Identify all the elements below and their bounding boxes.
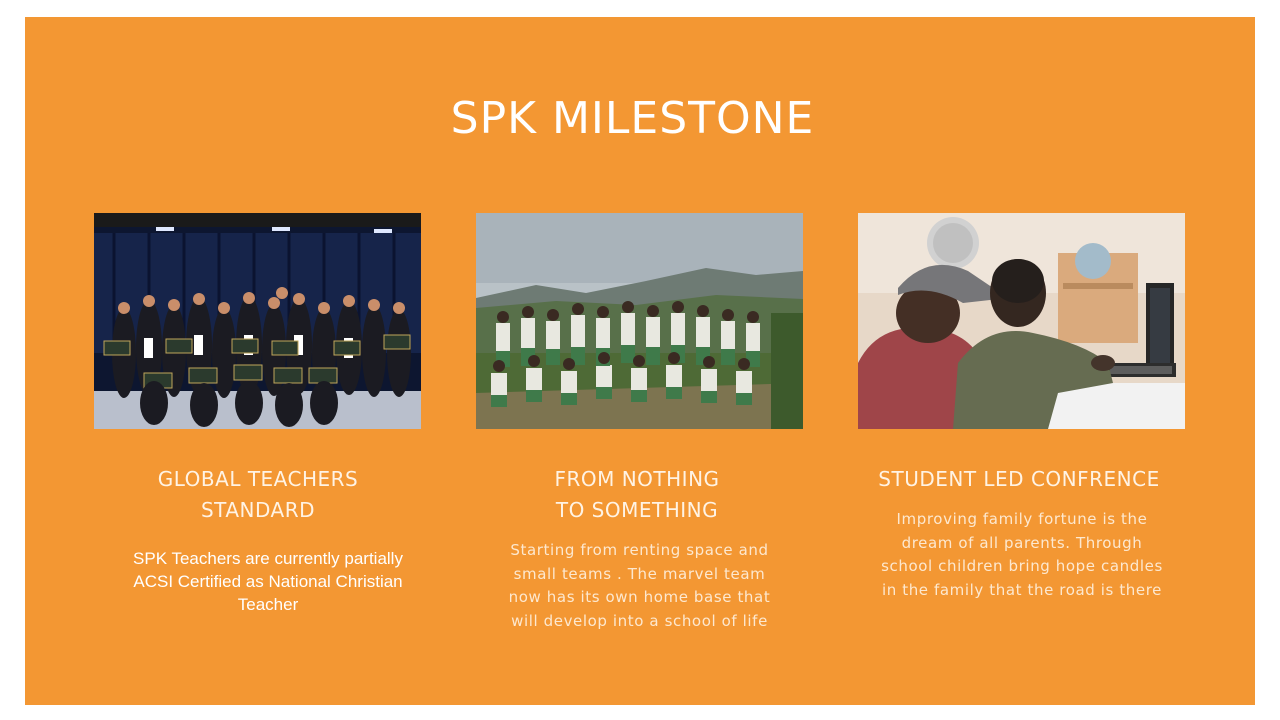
slide-title: SPK MILESTONE [450,93,815,144]
body-text-student-led: Improving family fortune is the dream of all parents. Through school children bring hope candles in the family that the road is there [881,510,1163,599]
body-text-from-nothing: Starting from renting space and small teams . The marvel team now has its own home base that will develop into a school of life [508,541,771,630]
body-text-teachers: SPK Teachers are currently partially ACSI Certified as National Christian Teacher [133,549,403,614]
heading-line: STANDARD [200,498,316,522]
heading-line: GLOBAL TEACHERS [157,467,359,491]
heading-line: STUDENT LED CONFRENCE [878,467,1160,491]
heading-from-nothing-to-something [467,464,807,526]
heading-line: TO SOMETHING [555,498,719,522]
heading-line: FROM NOTHING [554,467,720,491]
parent-child-computer-photo [858,213,1185,429]
heading-student-led-confrence [849,464,1189,495]
teachers-group-photo [94,213,421,429]
students-hill-photo [476,213,803,429]
heading-global-teachers-standard [88,464,428,526]
